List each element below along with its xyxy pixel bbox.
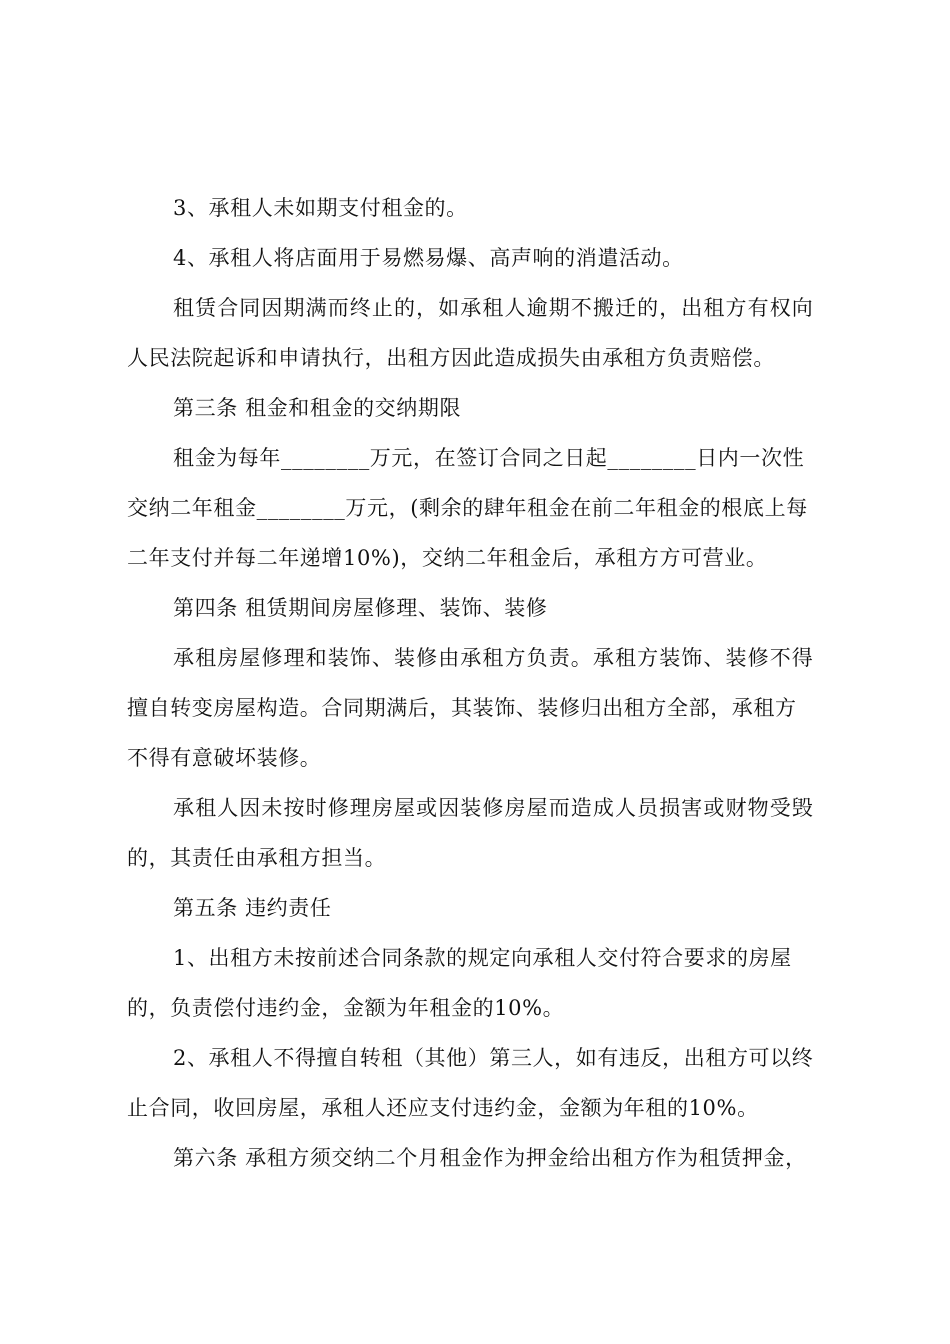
paragraph-line: 擅自转变房屋构造。合同期满后，其装饰、装修归出租方全部，承租方 (127, 696, 797, 720)
paragraph-line: 二年支付并每二年递增10%)，交纳二年租金后，承租方方可营业。 (127, 546, 768, 570)
paragraph-line: 人民法院起诉和申请执行，出租方因此造成损失由承租方负责赔偿。 (127, 346, 775, 370)
paragraph-line: 的，其责任由承租方担当。 (127, 846, 387, 870)
penalty-item-2: 2、承租人不得擅自转租（其他）第三人，如有违反，出租方可以终 (173, 1046, 814, 1070)
article-heading-5: 第五条 违约责任 (173, 896, 332, 920)
paragraph-line: 租金为每年________万元，在签订合同之日起________日内一次性 (173, 446, 805, 470)
article-heading-6: 第六条 承租方须交纳二个月租金作为押金给出租方作为租赁押金， (173, 1146, 807, 1170)
paragraph-line: 承租房屋修理和装饰、装修由承租方负责。承租方装饰、装修不得 (173, 646, 814, 670)
paragraph-line: 租赁合同因期满而终止的，如承租人逾期不搬迁的，出租方有权向 (173, 296, 814, 320)
penalty-item-1: 1、出租方未按前述合同条款的规定向承租人交付符合要求的房屋 (173, 946, 792, 970)
clause-item-3: 3、承租人未如期支付租金的。 (173, 196, 468, 220)
paragraph-line: 交纳二年租金________万元，(剩余的肆年租金在前二年租金的根底上每 (127, 496, 808, 520)
paragraph-line: 止合同，收回房屋，承租人还应支付违约金，金额为年租的10%。 (127, 1096, 759, 1120)
paragraph-line: 承租人因未按时修理房屋或因装修房屋而造成人员损害或财物受毁 (173, 796, 814, 820)
article-heading-4: 第四条 租赁期间房屋修理、装饰、装修 (173, 596, 548, 620)
paragraph-line: 不得有意破坏装修。 (127, 746, 322, 770)
clause-item-4: 4、承租人将店面用于易燃易爆、高声响的消遣活动。 (173, 246, 684, 270)
paragraph-line: 的，负责偿付违约金，金额为年租金的10%。 (127, 996, 565, 1020)
article-heading-3: 第三条 租金和租金的交纳期限 (173, 396, 462, 420)
